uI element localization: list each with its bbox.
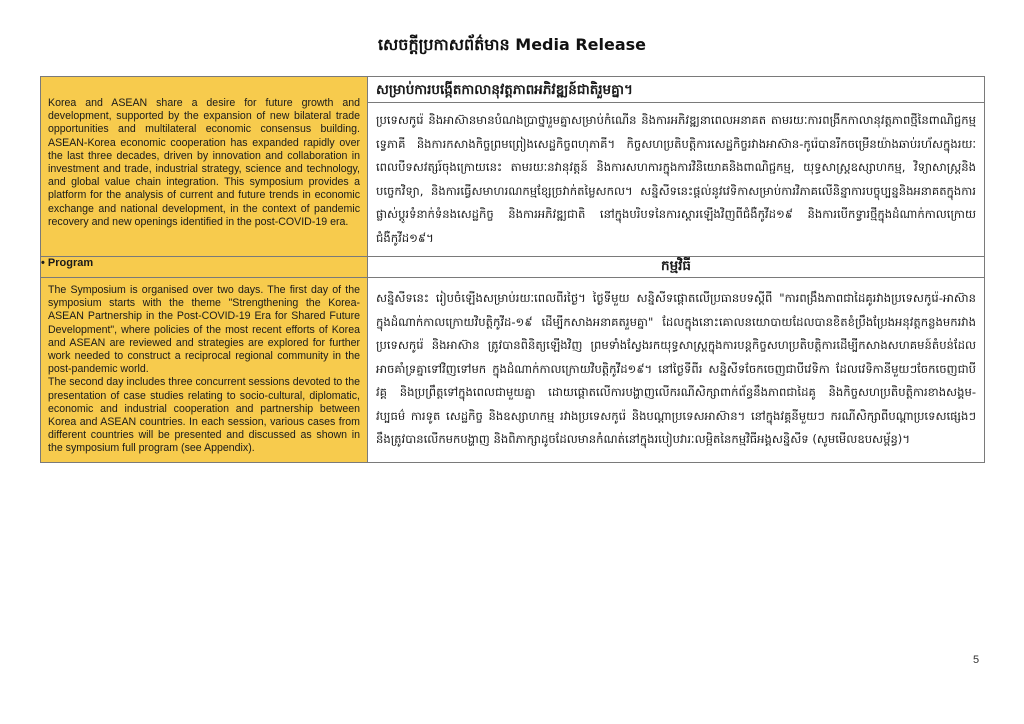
table-row-program-header <box>41 257 985 278</box>
page-number: 5 <box>973 654 980 666</box>
intro-khmer-text: ប្រទេសកូរ៉េ និងអាស៊ានមានបំណងប្រាថ្នារួមគ្នាសម្រាប់កំណើន និងការអភិវឌ្ឍនាពេលអនាគត តាមរយៈការពង្រីកកាលានុវត្តភាពថ្មីនៃពាណិជ្ជកម្មទ្វេភាគី និងការកសាងកិច្ចព្រមព្រៀងសេដ្ឋកិច្ចពហុភាគី។ កិច្ចសហប្រតិបត្តិការសេដ្ឋកិច្ចរវាងអាស៊ាន-កូរ៉េបានរីកចម្រើនយ៉ាងឆាប់រហ័សក្នុងរយៈពេលបីទសវត្សរ៍ចុងក្រោយនេះ តាមរយៈនវានុវត្តន៍ និងការសហការក្នុងការវិនិយោគនិងពាណិជ្ជកម្ម, យុទ្ធសាស្ត្រឧស្សាហកម្ម, វិទ្យាសាស្ត្រនិងបច្ចេកវិទ្យា, និងការធ្វើសមាហរណកម្មខ្សែច្រវាក់តម្លៃសកល។ សន្និសីទនេះផ្តល់នូវវេទិកាសម្រាប់ការវិភាគលើនិន្នាការបច្ចុប្បន្ននិងអនាគតក្នុងការផ្លាស់ប្តូរទំនាក់ទំនងសេដ្ឋកិច្ច និងការអភិវឌ្ឍជាតិ នៅក្នុងបរិបទនៃការស្តារឡើងវិញពីជំងឺកូវីដ១៩ និងការបើកទ្វារថ្មីក្នុងដំណាក់កាលក្រោយជំងឺកូវីដ១៩។ <box>376 113 976 245</box>
program-label-khmer: កម្មវិធី <box>368 257 985 278</box>
intro-khmer-cell <box>368 77 985 257</box>
media-release-table <box>40 76 985 463</box>
table-row-intro <box>41 77 985 257</box>
program-english-paragraph-1: The Symposium is organised over two days. The first day of the symposium starts with the theme "Strengthening the Korea-ASEAN Partnership in the Post-COVID-19 Era for Shared Future Development", where policies of the most recent efforts of Korea and ASEAN are reviewed and strategies are explored for further work needed to construct a reciprocal regional community in the post-pandemic world. <box>48 284 360 376</box>
program-english-cell <box>41 278 368 463</box>
program-label-english: • Program <box>41 257 368 278</box>
page-title-en: Media Release <box>515 35 647 54</box>
page-title-km: សេចក្តីប្រកាសព័ត៌មាន <box>377 35 510 54</box>
intro-english-paragraph: Korea and ASEAN share a desire for future growth and development, supported by the expansion of new bilateral trade opportunities and multilateral economic consensus building. ASEAN-Korea economic cooperation has expanded rapidly over the last three decades, driven by innovation and collaboration in investment and trade, industrial strategy, science and technology, and global value chain integration. This symposium provides a platform for the analysis of current and future trends in economic exchange and national development, in the context of pandemic recovery and new openings identified in the post-COVID-19 era. <box>48 97 360 228</box>
page-title <box>0 34 1024 58</box>
intro-english-text <box>41 77 367 235</box>
program-khmer-text: សន្និសីទនេះ រៀបចំឡើងសម្រាប់រយៈពេលពីរថ្ងៃ។ ថ្ងៃទីមួយ សន្និសីទផ្តោតលើប្រធានបទស្តីពី "ការពង្រឹងភាពជាដៃគូរវាងប្រទេសកូរ៉េ-អាស៊ានក្នុងដំណាក់កាលក្រោយវិបត្តិកូវីដ-១៩ ដើម្បីកសាងអនាគតរួមគ្នា" ដែលក្នុងនោះគោលនយោបាយដែលបានខិតខំប្រឹងប្រែងអនុវត្តកន្លងមករវាងប្រទេសកូរ៉េ និងអាស៊ាន ត្រូវបានពិនិត្យឡើងវិញ ព្រមទាំងស្វែងរកយុទ្ធសាស្ត្រក្នុងការបន្តកិច្ចសហប្រតិបត្តិការដើម្បីកសាងសហគមន៍តំបន់ដែលអាចគាំទ្រគ្នាទៅវិញទៅមក ក្នុងដំណាក់កាលក្រោយវិបត្តិកូវីដ១៩។ នៅថ្ងៃទីពីរ សន្និសីទចែកចេញជាបីវេទិកា ដែលវេទិកានីមួយៗចែកចេញជាបីវគ្គ និងប្រព្រឹត្តទៅក្នុងពេលជាមួយគ្នា ដោយផ្តោតលើការបង្ហាញលើករណីសិក្សាពាក់ព័ន្ធនឹងភាពជាដៃគូ និងកិច្ចសហប្រតិបត្តិការខាងសង្គម-វប្បធម៌ ការទូត សេដ្ឋកិច្ច និងឧស្សាហកម្ម រវាងប្រទេសកូរ៉េ និងបណ្តាប្រទេសអាស៊ាន។ នៅក្នុងវគ្គនីមួយៗ ករណីសិក្សាពីបណ្តាប្រទេសផ្សេងៗ នឹងត្រូវបានលើកមកបង្ហាញ និងពិភាក្សាដូចដែលមានកំណត់នៅក្នុងរបៀបវារៈលម្អិតនៃកម្មវិធីអង្គសន្និសីទ (សូមមើលឧបសម្ព័ន្ធ)។ <box>376 291 976 446</box>
program-english-paragraph-2: The second day includes three concurrent sessions devoted to the presentation of case studies relating to socio-cultural, diplomatic, economic and industrial cooperation and partnership between Korea and ASEAN countries. In each session, various cases from different countries will be presented and discussed as shown in the symposium full program (see Appendix). <box>48 376 360 455</box>
intro-english-cell <box>41 77 368 257</box>
intro-khmer-heading: សម្រាប់ការបង្កើតកាលានុវត្តភាពអភិវឌ្ឍន៍ជាតិរួមគ្នា។ <box>368 77 984 103</box>
program-english-text <box>41 278 367 462</box>
table-row-program-body <box>41 278 985 463</box>
program-khmer-cell <box>368 278 985 463</box>
